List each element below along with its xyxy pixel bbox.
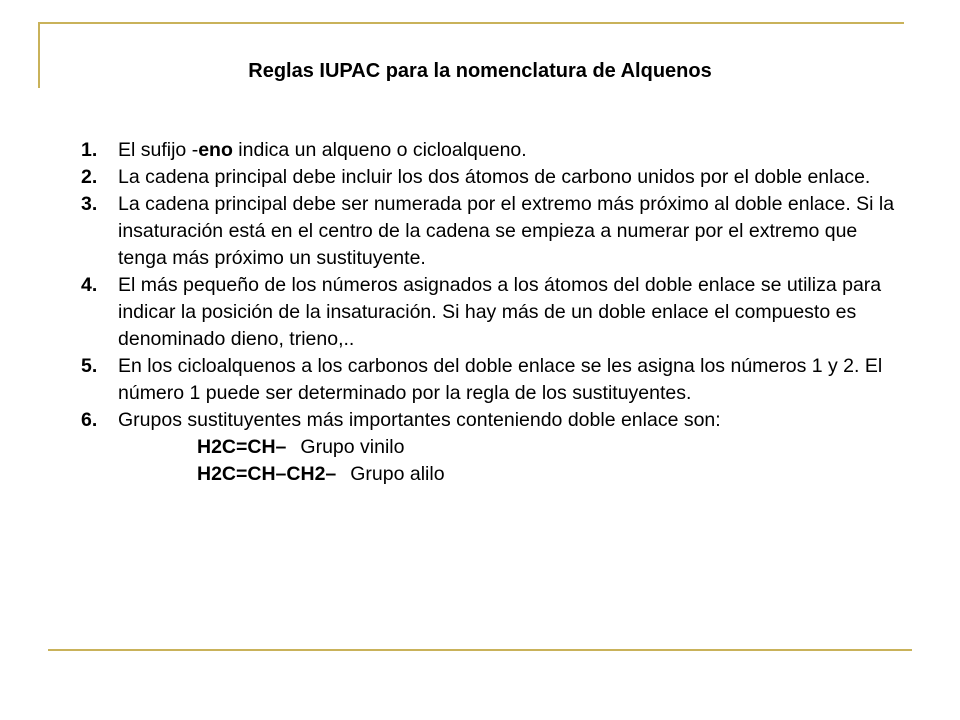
suffix-eno: eno bbox=[198, 139, 233, 161]
rule-text: La cadena principal debe ser numerada por el extremo más próximo al doble enlace. Si la insaturación está en el centro de la cadena se empieza a numerar por el extremo que tenga más próximo un sustituyente. bbox=[118, 193, 895, 269]
group-formula: H2C=CH–CH2– bbox=[197, 463, 337, 485]
rule-text: Grupos sustituyentes más importantes conteniendo doble enlace son: bbox=[118, 409, 721, 431]
rules-list bbox=[81, 137, 901, 488]
rule-number: 4. bbox=[81, 274, 98, 296]
rule-text: indica un alqueno o cicloalqueno. bbox=[232, 139, 527, 161]
top-rule bbox=[40, 22, 904, 24]
group-name: Grupo alilo bbox=[350, 463, 445, 485]
group-formula: H2C=CH– bbox=[197, 436, 287, 458]
rule-number: 2. bbox=[81, 166, 98, 188]
rule-5 bbox=[81, 353, 901, 407]
rule-4 bbox=[81, 272, 901, 353]
slide-title: Reglas IUPAC para la nomenclatura de Alquenos bbox=[248, 60, 712, 82]
rule-text: En los cicloalquenos a los carbonos del doble enlace se les asigna los números 1 y 2. El número 1 puede ser determinado por la regla de los sustituyentes. bbox=[118, 355, 883, 404]
rule-text: El sufijo - bbox=[118, 139, 199, 161]
rule-2 bbox=[81, 164, 901, 191]
rule-text: El más pequeño de los números asignados a los átomos del doble enlace se utiliza para indicar la posición de la insaturación. Si hay más de un doble enlace el compuesto es denominado dieno, trieno,.. bbox=[118, 274, 882, 350]
group-vinilo bbox=[81, 434, 901, 461]
group-name: Grupo vinilo bbox=[300, 436, 405, 458]
rule-text: La cadena principal debe incluir los dos átomos de carbono unidos por el doble enlace. bbox=[118, 166, 871, 188]
rule-6 bbox=[81, 407, 901, 434]
rule-number: 1. bbox=[81, 139, 98, 161]
rule-number: 3. bbox=[81, 193, 98, 215]
rule-number: 6. bbox=[81, 409, 98, 431]
rule-1 bbox=[81, 137, 901, 164]
rule-number: 5. bbox=[81, 355, 98, 377]
bottom-rule bbox=[48, 649, 912, 651]
rule-3 bbox=[81, 191, 901, 272]
group-alilo bbox=[81, 461, 901, 488]
